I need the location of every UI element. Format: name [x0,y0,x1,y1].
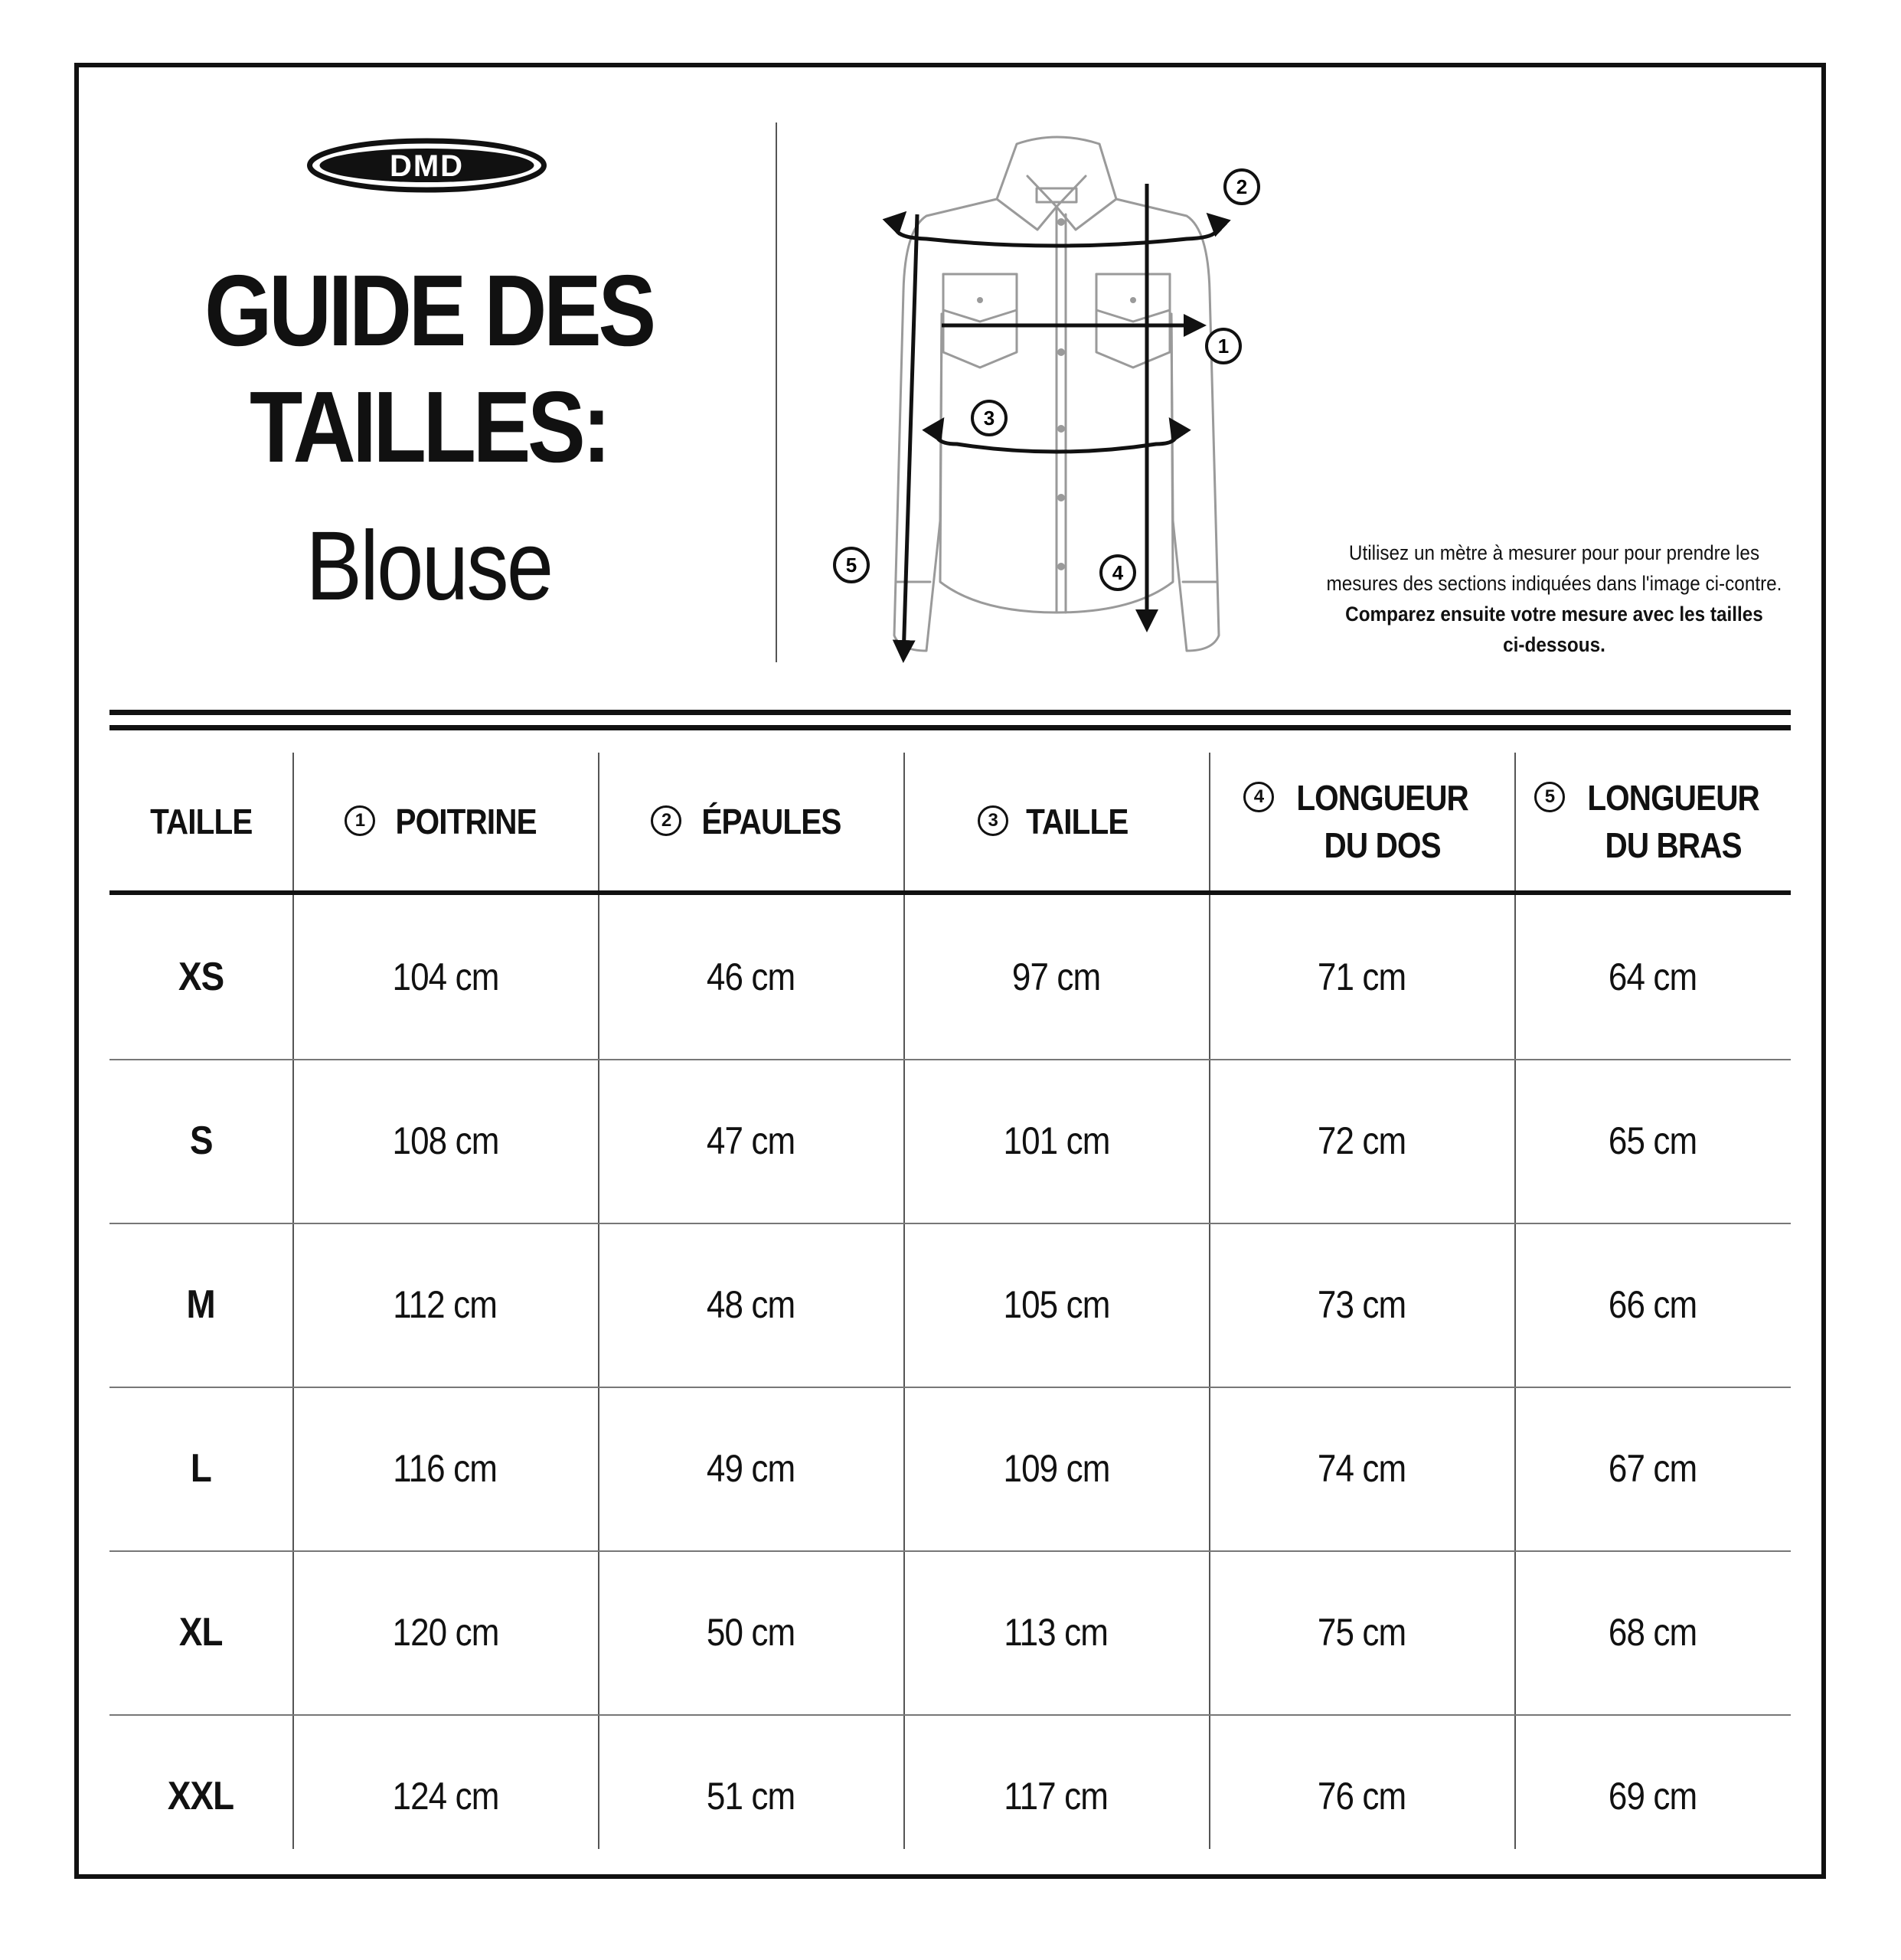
column-header [292,753,598,890]
column-header-label: POITRINE [395,802,537,841]
size-label: XS [178,955,224,999]
measurement-value: 72 cm [1317,1119,1406,1162]
measurement-value: 112 cm [393,1283,498,1326]
column-header [1209,753,1514,890]
size-table [109,753,1791,1849]
svg-text:1: 1 [1217,335,1230,358]
measurement-value: 101 cm [1002,1119,1110,1162]
marker-1-icon [1207,329,1240,363]
measurement-instructions [1320,537,1788,660]
measurement-value: 47 cm [706,1119,795,1162]
measurement-value: 64 cm [1608,956,1697,998]
header-divider [776,122,777,662]
column-header-label-line-2: DU BRAS [1605,825,1742,865]
instructions-line-1: Utilisez un mètre à mesurer pour pour prendre les [1348,541,1760,564]
svg-text:5: 5 [845,554,857,577]
page-title [191,253,665,485]
measurement-value: 116 cm [393,1447,498,1490]
column-header-label: TAILLE [149,802,253,841]
column-header-label-line-2: DU DOS [1324,825,1441,865]
measurement-value: 48 cm [706,1283,795,1326]
measurement-value: 65 cm [1608,1119,1697,1162]
column-number-icon: 1 [345,805,375,836]
title-line-2: TAILLES: [250,371,608,483]
measurement-value: 117 cm [1004,1775,1109,1818]
size-label: L [190,1446,212,1491]
column-header [598,753,903,890]
measurement-value: 73 cm [1317,1283,1406,1326]
svg-text:4: 4 [1112,561,1124,584]
size-label: M [186,1282,216,1327]
measurement-value: 46 cm [706,956,795,998]
double-rule-bottom [109,725,1791,730]
column-header-label: LONGUEUR [1587,778,1759,818]
column-number-icon: 3 [978,805,1008,836]
measurement-value: 67 cm [1608,1447,1697,1490]
column-number-icon: 2 [651,805,681,836]
logo-text: DMD [389,149,465,183]
column-header [1514,753,1791,890]
measurement-value: 113 cm [1004,1611,1109,1654]
measurement-value: 71 cm [1317,956,1406,998]
title-line-1: GUIDE DES [204,254,653,367]
measurement-value: 105 cm [1002,1283,1110,1326]
measurement-value: 69 cm [1608,1775,1697,1818]
size-label: XXL [168,1774,234,1818]
instructions-bold-line-2: ci-dessous. [1503,633,1605,656]
measurement-value: 76 cm [1317,1775,1406,1818]
measurement-value: 104 cm [391,956,499,998]
column-header-label: ÉPAULES [701,802,841,841]
size-label: XL [179,1610,223,1655]
instructions-line-2: mesures des sections indiquées dans l'image ci-contre. [1326,572,1782,595]
measurement-value: 120 cm [391,1611,499,1654]
measurement-value: 75 cm [1317,1611,1406,1654]
instructions-bold-line-1: Comparez ensuite votre mesure avec les tailles [1345,603,1763,626]
measurement-value: 97 cm [1011,956,1101,998]
marker-2-icon [1225,170,1259,204]
svg-text:3: 3 [983,407,995,430]
measurement-value: 50 cm [706,1611,795,1654]
measurement-value: 49 cm [706,1447,795,1490]
measurement-value: 74 cm [1317,1447,1406,1490]
measurement-value: 51 cm [706,1775,795,1818]
double-rule-top [109,710,1791,715]
column-number-icon: 5 [1534,782,1565,812]
measurement-value: 66 cm [1608,1283,1697,1326]
size-label: S [189,1119,213,1163]
column-header-label: TAILLE [1025,802,1129,841]
marker-5-icon [835,548,868,582]
column-header-label: LONGUEUR [1296,778,1468,818]
column-number-icon: 4 [1243,782,1274,812]
shirt-diagram [827,122,1286,674]
marker-4-icon [1101,556,1135,590]
column-header [903,753,1209,890]
measurement-value: 124 cm [391,1775,499,1818]
measurement-value: 68 cm [1608,1611,1697,1654]
column-header [109,753,292,890]
shirt-outline [894,137,1219,651]
marker-3-icon [972,401,1006,435]
measurement-value: 108 cm [391,1119,499,1162]
measurement-value: 109 cm [1002,1447,1110,1490]
svg-text:2: 2 [1236,175,1248,198]
product-subtitle: Blouse [305,511,552,621]
dmd-logo [306,138,547,193]
